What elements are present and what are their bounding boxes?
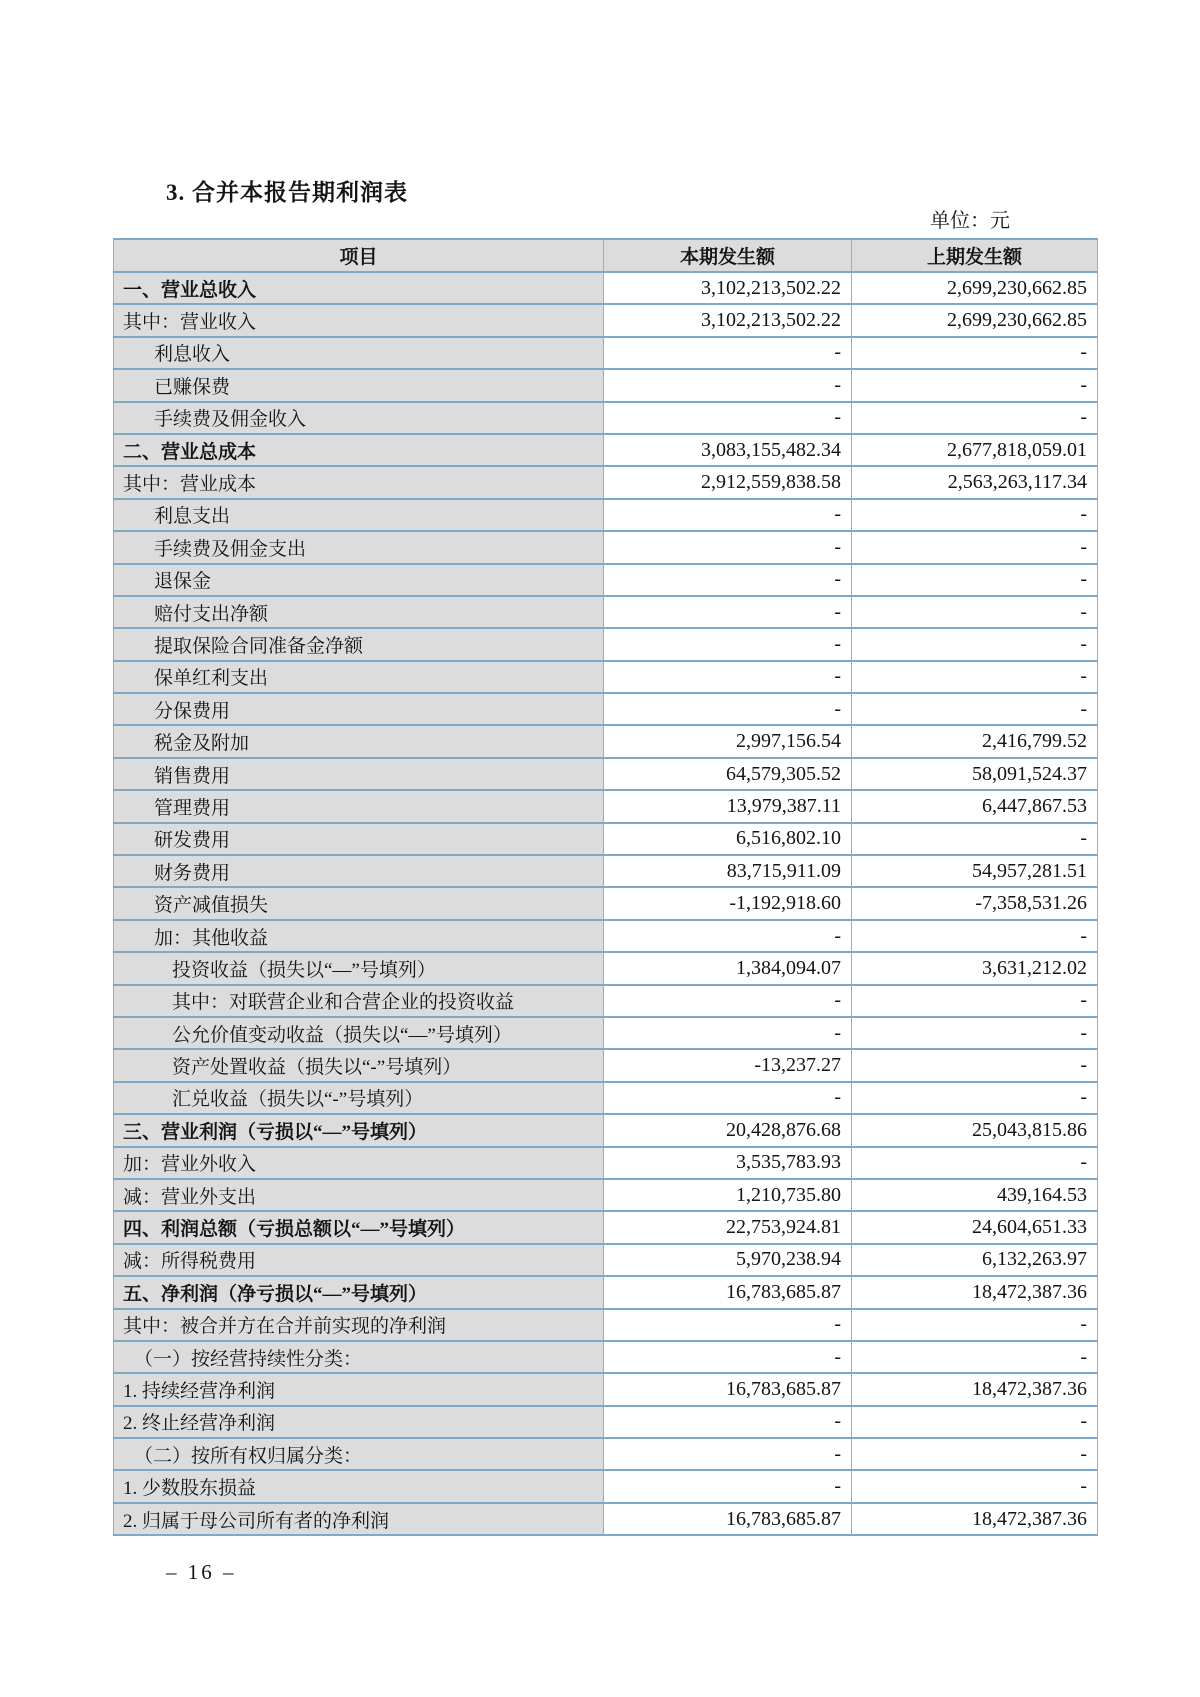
row-label: （一）按经营持续性分类： — [114, 1341, 604, 1373]
row-label: 二、营业总成本 — [114, 434, 604, 466]
row-previous-value: 3,631,212.02 — [852, 952, 1098, 984]
row-previous-value: 6,132,263.97 — [852, 1244, 1098, 1276]
row-current-value: 6,516,802.10 — [604, 823, 852, 855]
row-label: 其中：营业收入 — [114, 304, 604, 336]
row-label: 1. 持续经营净利润 — [114, 1373, 604, 1405]
table-row — [114, 1179, 1098, 1211]
row-current-value: - — [604, 1309, 852, 1341]
row-previous-value: -7,358,531.26 — [852, 887, 1098, 919]
table-row — [114, 337, 1098, 369]
row-previous-value: 18,472,387.36 — [852, 1373, 1098, 1405]
table-row — [114, 661, 1098, 693]
row-label: 财务费用 — [114, 855, 604, 887]
row-current-value: 1,210,735.80 — [604, 1179, 852, 1211]
row-current-value: 3,535,783.93 — [604, 1147, 852, 1179]
row-current-value: 5,970,238.94 — [604, 1244, 852, 1276]
row-previous-value: 58,091,524.37 — [852, 758, 1098, 790]
table-row — [114, 823, 1098, 855]
row-label: 五、净利润（净亏损以“—”号填列） — [114, 1276, 604, 1308]
table-row — [114, 855, 1098, 887]
table-row — [114, 1244, 1098, 1276]
row-label: （二）按所有权归属分类： — [114, 1438, 604, 1470]
row-current-value: 1,384,094.07 — [604, 952, 852, 984]
row-previous-value: 439,164.53 — [852, 1179, 1098, 1211]
row-label: 加：营业外收入 — [114, 1147, 604, 1179]
row-label: 销售费用 — [114, 758, 604, 790]
row-previous-value: - — [852, 596, 1098, 628]
table-row — [114, 402, 1098, 434]
row-previous-value: - — [852, 1147, 1098, 1179]
row-current-value: 83,715,911.09 — [604, 855, 852, 887]
row-previous-value: - — [852, 920, 1098, 952]
row-current-value: 3,083,155,482.34 — [604, 434, 852, 466]
row-current-value: - — [604, 402, 852, 434]
row-current-value: - — [604, 499, 852, 531]
row-current-value: -13,237.27 — [604, 1049, 852, 1081]
table-row — [114, 725, 1098, 757]
table-row — [114, 1309, 1098, 1341]
row-current-value: 3,102,213,502.22 — [604, 304, 852, 336]
table-row — [114, 1276, 1098, 1308]
row-current-value: - — [604, 596, 852, 628]
row-current-value: - — [604, 1341, 852, 1373]
table-row — [114, 1017, 1098, 1049]
row-previous-value: 6,447,867.53 — [852, 790, 1098, 822]
row-previous-value: 2,699,230,662.85 — [852, 304, 1098, 336]
section-title: 3. 合并本报告期利润表 — [166, 180, 408, 205]
row-current-value: -1,192,918.60 — [604, 887, 852, 919]
row-current-value: 16,783,685.87 — [604, 1503, 852, 1535]
table-row — [114, 887, 1098, 919]
table-row — [114, 531, 1098, 563]
row-label: 2. 归属于母公司所有者的净利润 — [114, 1503, 604, 1535]
row-label: 其中：被合并方在合并前实现的净利润 — [114, 1309, 604, 1341]
table-row — [114, 1406, 1098, 1438]
row-previous-value: 18,472,387.36 — [852, 1276, 1098, 1308]
row-label: 加：其他收益 — [114, 920, 604, 952]
row-previous-value: - — [852, 1017, 1098, 1049]
row-previous-value: - — [852, 1049, 1098, 1081]
table-row — [114, 790, 1098, 822]
table-row — [114, 564, 1098, 596]
table-row — [114, 1470, 1098, 1502]
table-row — [114, 1211, 1098, 1243]
row-label: 赔付支出净额 — [114, 596, 604, 628]
row-current-value: - — [604, 337, 852, 369]
table-row — [114, 952, 1098, 984]
row-label: 2. 终止经营净利润 — [114, 1406, 604, 1438]
row-current-value: - — [604, 531, 852, 563]
table-row — [114, 985, 1098, 1017]
row-previous-value: - — [852, 823, 1098, 855]
row-label: 保单红利支出 — [114, 661, 604, 693]
row-previous-value: - — [852, 564, 1098, 596]
row-previous-value: - — [852, 499, 1098, 531]
table-row — [114, 1503, 1098, 1535]
row-label: 资产减值损失 — [114, 887, 604, 919]
row-label: 减：所得税费用 — [114, 1244, 604, 1276]
row-label: 利息支出 — [114, 499, 604, 531]
row-label: 公允价值变动收益（损失以“—”号填列） — [114, 1017, 604, 1049]
row-current-value: - — [604, 628, 852, 660]
row-current-value: 20,428,876.68 — [604, 1114, 852, 1146]
row-previous-value: - — [852, 693, 1098, 725]
row-current-value: 64,579,305.52 — [604, 758, 852, 790]
row-current-value: - — [604, 1017, 852, 1049]
row-label: 手续费及佣金收入 — [114, 402, 604, 434]
table-row — [114, 499, 1098, 531]
table-row — [114, 628, 1098, 660]
row-label: 提取保险合同准备金净额 — [114, 628, 604, 660]
row-previous-value: - — [852, 1309, 1098, 1341]
row-current-value: 16,783,685.87 — [604, 1276, 852, 1308]
row-previous-value: - — [852, 1341, 1098, 1373]
row-current-value: - — [604, 369, 852, 401]
row-previous-value: 24,604,651.33 — [852, 1211, 1098, 1243]
page-number: – 16 – — [166, 1560, 237, 1584]
row-previous-value: - — [852, 628, 1098, 660]
row-previous-value: - — [852, 402, 1098, 434]
row-current-value: - — [604, 661, 852, 693]
row-current-value: - — [604, 920, 852, 952]
income-statement-table — [113, 238, 1098, 1536]
row-current-value: - — [604, 693, 852, 725]
row-label: 一、营业总收入 — [114, 272, 604, 304]
row-label: 分保费用 — [114, 693, 604, 725]
table-row — [114, 304, 1098, 336]
row-label: 减：营业外支出 — [114, 1179, 604, 1211]
row-label: 已赚保费 — [114, 369, 604, 401]
row-label: 汇兑收益（损失以“-”号填列） — [114, 1082, 604, 1114]
row-previous-value: 2,677,818,059.01 — [852, 434, 1098, 466]
row-label: 手续费及佣金支出 — [114, 531, 604, 563]
table-row — [114, 758, 1098, 790]
row-previous-value: 2,416,799.52 — [852, 725, 1098, 757]
table-row — [114, 466, 1098, 498]
column-header-prior-period: 上期发生额 — [852, 239, 1098, 272]
row-label: 其中：营业成本 — [114, 466, 604, 498]
table-row — [114, 1114, 1098, 1146]
row-previous-value: - — [852, 661, 1098, 693]
row-label: 其中：对联营企业和合营企业的投资收益 — [114, 985, 604, 1017]
row-previous-value: 25,043,815.86 — [852, 1114, 1098, 1146]
row-current-value: 22,753,924.81 — [604, 1211, 852, 1243]
row-previous-value: - — [852, 369, 1098, 401]
row-previous-value: 18,472,387.36 — [852, 1503, 1098, 1535]
table-row — [114, 434, 1098, 466]
unit-label: 单位：元 — [930, 210, 1010, 232]
table-row — [114, 693, 1098, 725]
table-row — [114, 1341, 1098, 1373]
row-previous-value: - — [852, 1406, 1098, 1438]
row-current-value: 16,783,685.87 — [604, 1373, 852, 1405]
row-current-value: - — [604, 1406, 852, 1438]
table-row — [114, 1082, 1098, 1114]
row-previous-value: - — [852, 1470, 1098, 1502]
row-label: 管理费用 — [114, 790, 604, 822]
column-header-item: 项目 — [114, 239, 604, 272]
row-label: 三、营业利润（亏损以“—”号填列） — [114, 1114, 604, 1146]
table-row — [114, 1049, 1098, 1081]
table-header-row — [114, 239, 1098, 272]
row-current-value: - — [604, 985, 852, 1017]
row-previous-value: 54,957,281.51 — [852, 855, 1098, 887]
row-current-value: 2,912,559,838.58 — [604, 466, 852, 498]
row-label: 退保金 — [114, 564, 604, 596]
row-current-value: 2,997,156.54 — [604, 725, 852, 757]
row-label: 资产处置收益（损失以“-”号填列） — [114, 1049, 604, 1081]
row-label: 研发费用 — [114, 823, 604, 855]
table-row — [114, 272, 1098, 304]
row-label: 投资收益（损失以“—”号填列） — [114, 952, 604, 984]
table-row — [114, 596, 1098, 628]
column-header-current-period: 本期发生额 — [604, 239, 852, 272]
row-previous-value: - — [852, 1082, 1098, 1114]
table-row — [114, 920, 1098, 952]
row-current-value: - — [604, 564, 852, 596]
row-label: 利息收入 — [114, 337, 604, 369]
row-previous-value: - — [852, 337, 1098, 369]
row-label: 四、利润总额（亏损总额以“—”号填列） — [114, 1211, 604, 1243]
row-previous-value: 2,699,230,662.85 — [852, 272, 1098, 304]
table-row — [114, 1373, 1098, 1405]
row-previous-value: - — [852, 1438, 1098, 1470]
row-current-value: - — [604, 1082, 852, 1114]
row-previous-value: 2,563,263,117.34 — [852, 466, 1098, 498]
row-current-value: - — [604, 1470, 852, 1502]
row-current-value: - — [604, 1438, 852, 1470]
row-current-value: 3,102,213,502.22 — [604, 272, 852, 304]
table-row — [114, 369, 1098, 401]
table-row — [114, 1438, 1098, 1470]
row-label: 税金及附加 — [114, 725, 604, 757]
row-previous-value: - — [852, 985, 1098, 1017]
row-label: 1. 少数股东损益 — [114, 1470, 604, 1502]
row-current-value: 13,979,387.11 — [604, 790, 852, 822]
row-previous-value: - — [852, 531, 1098, 563]
table-row — [114, 1147, 1098, 1179]
